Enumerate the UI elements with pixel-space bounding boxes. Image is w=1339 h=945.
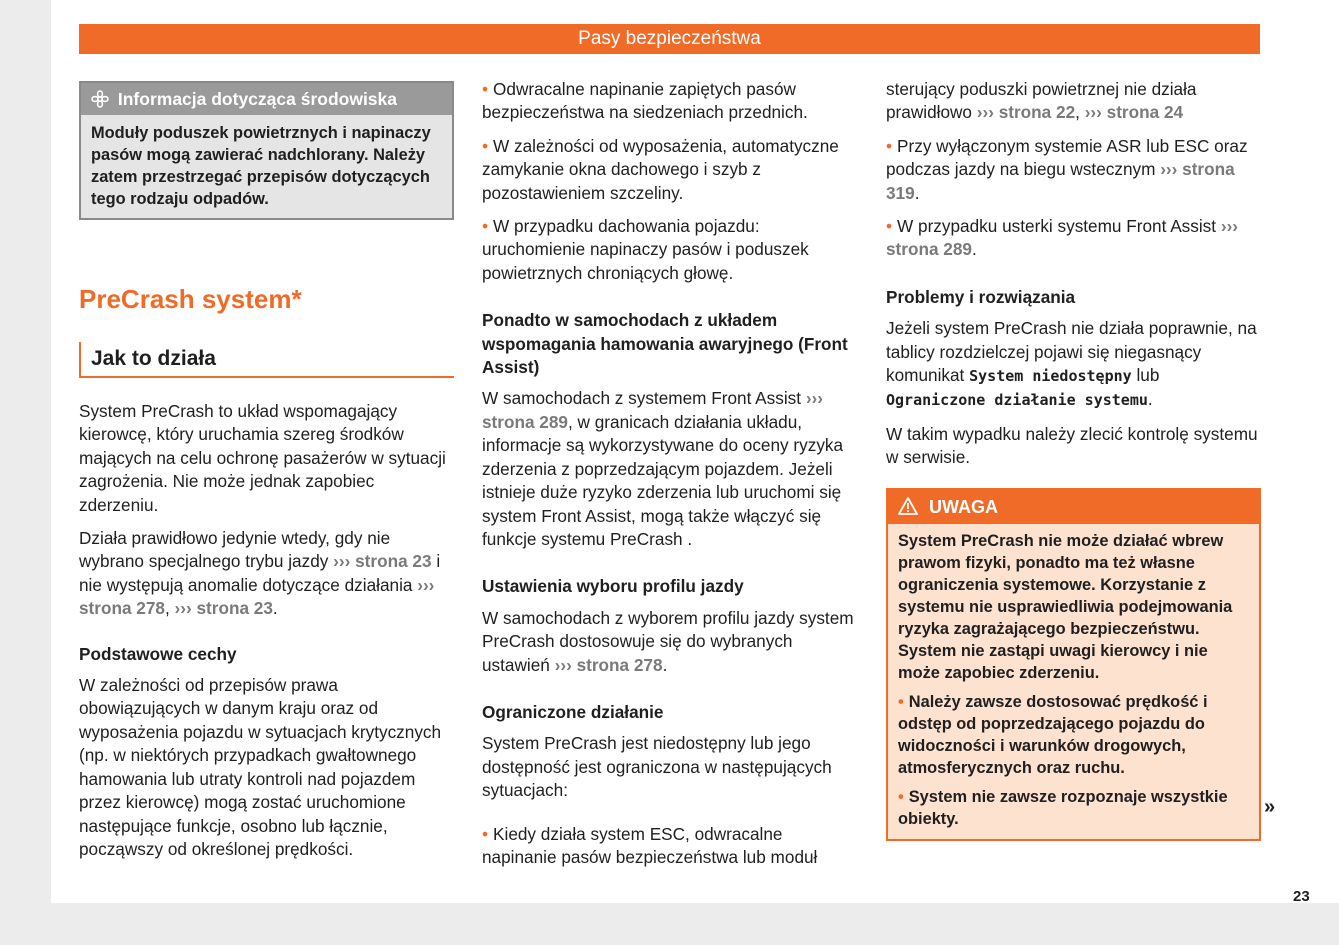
warning-paragraph: System PreCrash nie może działać wbrew prawom fizyki, ponadto ma też własne ograniczenia systemowe. Korzystanie z systemu nie usprawiedliwia podejmowania ryzyka zagrażającego bezpieczeństwu. System nie zastąpi uwagi kierowcy i nie może zapobiec zderzeniu. — [898, 531, 1233, 682]
warning-list-item: • Należy zawsze dostosować prędkość i odstęp od poprzedzającego pojazdu do widoczności i warunków drogowych, atmosferycznych oraz ruchu. — [898, 692, 1208, 777]
list-item-continued: sterujący poduszki powietrznej nie działa prawidłowo ››› strona 22, ››› strona 24 — [886, 79, 1197, 123]
mode-paragraph: Działa prawidłowo jedynie wtedy, gdy nie wybrano specjalnego trybu jazdy ››› strona 23 i nie występują anomalie dotyczące działania ››› strona 278, ››› strona 23. — [79, 528, 441, 619]
subheading-front-assist: Ponadto w samochodach z układem wspomagania hamowania awaryjnego (Front Assist) — [482, 310, 848, 378]
bullet-marker: • — [898, 787, 904, 806]
subheading-troubleshooting: Problemy i rozwiązania — [886, 286, 1076, 307]
flower-icon — [91, 87, 113, 111]
bullet-marker: • — [886, 135, 893, 156]
column-2 — [482, 78, 858, 879]
page-reference-link[interactable]: ››› strona 278 — [554, 654, 663, 675]
bullet-marker: • — [898, 692, 904, 711]
environment-info-title-bar — [81, 83, 452, 115]
page-reference-link[interactable]: ››› strona 289 — [886, 216, 1239, 260]
list-item: • Kiedy działa system ESC, odwracalne napinanie pasów bezpieczeństwa lub moduł — [482, 823, 818, 867]
service-paragraph: W takim wypadku należy zlecić kontrolę systemu w serwisie. — [886, 423, 1258, 468]
message-system-unavailable: System niedostępny — [969, 367, 1132, 386]
environment-info-box — [79, 81, 454, 220]
bullet-marker: • — [482, 135, 489, 156]
page-reference-link[interactable]: ››› strona 289 — [482, 388, 823, 432]
environment-info-text: Moduły poduszek powietrznych i napinaczy pasów mogą zawierać nadchlorany. Należy zatem przestrzegać przepisów dotyczących tego rodzaju odpadów. — [91, 124, 431, 208]
subheading-driving-profile: Ustawienia wyboru profilu jazdy — [482, 576, 744, 597]
page-reference-link[interactable]: ››› strona 23 — [174, 598, 273, 619]
section-title: PreCrash system* — [79, 284, 302, 314]
bullet-marker: • — [886, 216, 893, 237]
bullet-marker: • — [482, 79, 489, 99]
page-reference-link[interactable]: ››› strona 319 — [886, 159, 1235, 203]
warning-triangle-icon — [898, 493, 924, 521]
bullet-marker: • — [482, 216, 489, 237]
chapter-header: Pasy bezpieczeństwa — [79, 24, 1260, 54]
page-number: 23 — [1293, 888, 1310, 905]
intro-paragraph: System PreCrash to układ wspomagający kierowcę, który uruchamia szereg środków mających na celu ochronę pasażerów w sytuacji zagrożenia. Nie może jednak zapobiec zderzeniu. — [79, 401, 446, 515]
list-item: • Odwracalne napinanie zapiętych pasów bezpieczeństwa na siedzeniach przednich. — [482, 79, 808, 123]
page-reference-link[interactable]: ››› strona 23 — [333, 551, 432, 572]
front-assist-paragraph: W samochodach z systemem Front Assist ››› strona 289, w granicach działania układu, informacje są wykorzystywane do oceny ryzyka zderzenia z poprzedzającym pojazdem. Jeżeli istnieje duże ryzyko zderzenia lub uruchomi się system Front Assist, mogą także włączyć się funkcje systemu PreCrash . — [482, 388, 844, 549]
subheading-basic-features: Podstawowe cechy — [79, 643, 237, 664]
driving-profile-paragraph: W samochodach z wyborem profilu jazdy system PreCrash dostosowuje się do wybranych ustawień ››› strona 278. — [482, 607, 854, 675]
warning-title-bar — [888, 490, 1259, 524]
environment-info-title: Informacja dotycząca środowiska — [117, 89, 398, 109]
page-reference-link[interactable]: ››› strona 278 — [79, 574, 435, 619]
list-item: • W przypadku dachowania pojazdu: uruchomienie napinaczy pasów i poduszek powietrznych chroniących głowę. — [482, 216, 809, 283]
message-limited-operation: Ograniczone działanie systemu — [886, 391, 1148, 410]
page-reference-link[interactable]: ››› strona 22 — [976, 102, 1076, 123]
column-3 — [886, 78, 1261, 841]
bullet-marker: • — [482, 823, 489, 844]
troubleshooting-paragraph: Jeżeli system PreCrash nie działa poprawnie, na tablicy rozdzielczej pojawi się niegasnący komunikat System niedostępny lub Ograniczone działanie systemu. — [886, 318, 1257, 410]
warning-box — [886, 488, 1261, 841]
warning-text — [888, 524, 1259, 839]
page-reference-link[interactable]: ››› strona 24 — [1084, 102, 1184, 123]
subheading-limited-operation: Ograniczone działanie — [482, 701, 664, 722]
subsection-title: Jak to działa — [79, 342, 454, 378]
warning-title: UWAGA — [929, 496, 999, 517]
features-paragraph: W zależności od przepisów prawa obowiązujących w danym kraju oraz od wyposażenia pojazdu w sytuacjach krytycznych (np. w niektórych przypadkach gwałtownego hamowania lub utraty kontroli nad pojazdem przez kierowcę) mogą zostać uruchomione następujące funkcje, osobno lub łącznie, począwszy od określonej prędkości. — [79, 675, 442, 859]
list-item: • W przypadku usterki systemu Front Assist ››› strona 289. — [886, 216, 1239, 260]
column-1 — [79, 78, 454, 871]
warning-list-item: • System nie zawsze rozpoznaje wszystkie obiekty. — [898, 787, 1228, 828]
list-item: • W zależności od wyposażenia, automatyczne zamykanie okna dachowego i szyb z pozostawieniem szczeliny. — [482, 135, 839, 203]
limited-operation-paragraph: System PreCrash jest niedostępny lub jego dostępność jest ograniczona w następujących sytuacjach: — [482, 733, 832, 801]
list-item: • Przy wyłączonym systemie ASR lub ESC oraz podczas jazdy na biegu wstecznym ››› strona 319. — [886, 135, 1248, 203]
continue-marker: » — [1264, 796, 1276, 818]
